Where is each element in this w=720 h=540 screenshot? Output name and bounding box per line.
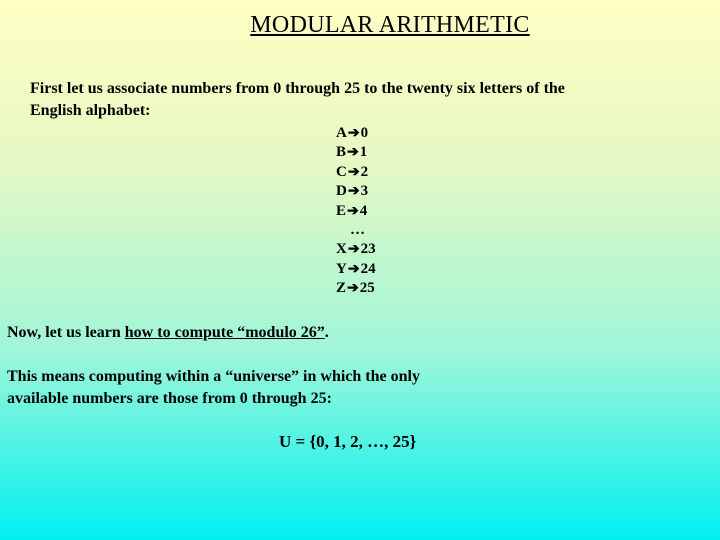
mapping-row-d <box>336 182 396 201</box>
mapping-letter: X <box>336 241 347 258</box>
right-arrow-icon: ➔ <box>347 281 359 297</box>
mapping-number: 25 <box>359 280 375 297</box>
right-arrow-icon: ➔ <box>347 261 360 277</box>
mapping-number: 1 <box>359 144 368 161</box>
mapping-letter: Z <box>336 280 347 297</box>
intro-paragraph: First let us associate numbers from 0 through 25 to the twenty six letters of the English alphabet: <box>30 80 565 119</box>
universe-explanation: This means computing within a “universe” in which the only available numbers are those from 0 through 25: <box>7 368 420 407</box>
mapping-row-c <box>336 163 396 182</box>
right-arrow-icon: ➔ <box>347 126 360 141</box>
mapping-letter: C <box>336 163 347 180</box>
letter-number-mapping <box>336 124 396 299</box>
mapping-number: 2 <box>360 163 369 180</box>
mapping-number: 4 <box>359 202 368 219</box>
mapping-row-a <box>336 124 396 143</box>
right-arrow-icon: ➔ <box>347 242 360 258</box>
mapping-number: 24 <box>360 260 376 277</box>
mapping-number: 3 <box>360 183 369 200</box>
mapping-number: 0 <box>360 125 369 141</box>
mapping-letter: E <box>336 202 347 219</box>
mapping-row-x <box>336 240 396 259</box>
mapping-row-b <box>336 143 396 162</box>
right-arrow-icon: ➔ <box>347 164 360 180</box>
modulo-intro-underlined: how to compute “modulo 26” <box>124 324 325 341</box>
modulo-intro-prefix: Now, let us learn <box>7 324 125 341</box>
mapping-ellipsis: … <box>350 222 365 239</box>
universe-set: U = {0, 1, 2, …, 25} <box>279 432 417 451</box>
mapping-row-e <box>336 202 396 221</box>
right-arrow-icon: ➔ <box>347 145 359 161</box>
mapping-row-y <box>336 260 396 279</box>
mapping-letter: D <box>336 183 347 200</box>
modulo-intro-line <box>7 322 707 344</box>
modulo-intro-suffix: . <box>324 324 329 341</box>
mapping-letter: Y <box>336 260 347 277</box>
right-arrow-icon: ➔ <box>347 184 360 200</box>
mapping-letter: A <box>336 125 347 141</box>
slide-title: MODULAR ARITHMETIC <box>250 12 530 38</box>
mapping-letter: B <box>336 144 347 161</box>
mapping-row-z <box>336 279 396 298</box>
right-arrow-icon: ➔ <box>347 203 359 219</box>
mapping-number: 23 <box>360 241 376 258</box>
